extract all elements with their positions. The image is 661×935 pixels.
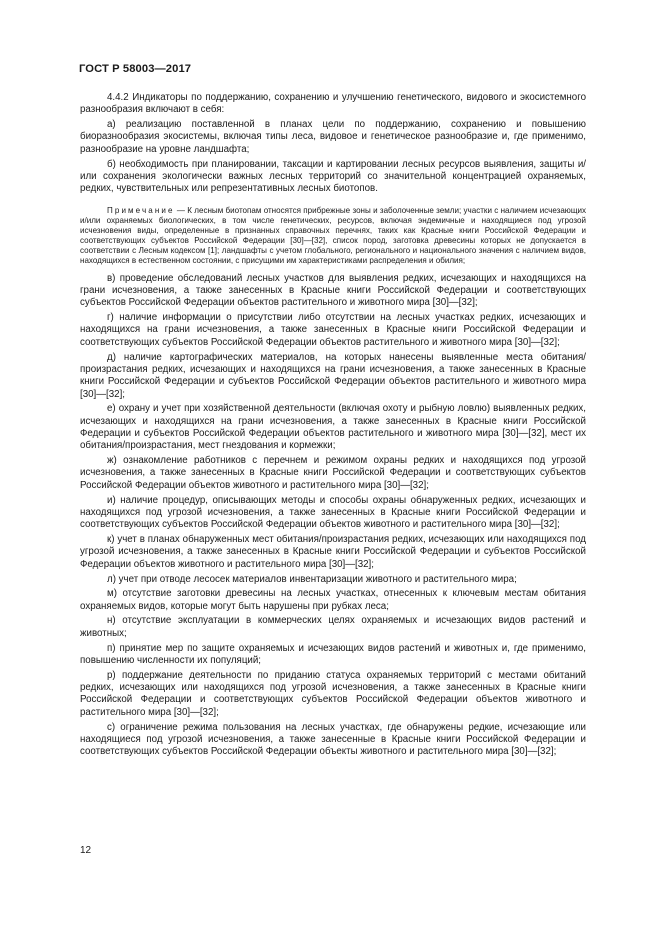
paragraph-4-4-2: 4.4.2 Индикаторы по поддержанию, сохранению и улучшению генетического, видового и экосистемного разнообразия включают в себя: (80, 92, 586, 116)
note-text: К лесным биотопам относятся прибрежные зоны и заболоченные земли; участки с наличием исчезающих и/или охраняемых биологических, в том числе генетических, ресурсов, включая эндемичные и находящиеся под угрозой исчезновения виды, определенные в признанных справочных перечнях, таких как Красные книги Российской Федерации и соответствующих субъектов Российской Федерации [30]—[32], список пород, заготовка древесины которых не допускается в соответствии с Лесным кодексом [1]; ландшафты с учетом глобального, регионального и национального значения с наличием видов, находящихся в естественном состоянии, с присущими им характеристиками распределения и обилия; (80, 205, 586, 266)
note-dash: — (174, 205, 188, 215)
paragraph-n: н) отсутствие эксплуатации в коммерческих целях охраняемых и исчезающих видов растений и животных; (80, 615, 586, 639)
paragraph-a: а) реализацию поставленной в планах цели по поддержанию, сохранению и повышению биоразнообразия экосистемы, включая типы леса, видовое и генетическое разнообразие и, где применимо, разнообразие на уровне ландшафта; (80, 119, 586, 155)
paragraph-m: м) отсутствие заготовки древесины на лесных участках, отнесенных к ключевым местам обитания охраняемых видов, которые могут быть нарушены при рубках леса; (80, 588, 586, 612)
paragraph-k: к) учет в планах обнаруженных мест обитания/произрастания редких, исчезающих или находящихся под угрозой исчезновения, а также занесенных в Красные книги Российской Федерации и субъектов Российской Федерации объектов животного и растительного мира [30]—[32]; (80, 534, 586, 570)
note-label: Примечание (107, 205, 175, 215)
paragraph-zh: ж) ознакомление работников с перечнем и режимом охраны редких и находящихся под угрозой исчезновения, а также занесенных в Красные книги Российской Федерации и соответствующих субъектов Российской Федерации объектов животного и растительного мира [30]—[32]; (80, 455, 586, 491)
note-block (80, 206, 586, 267)
paragraph-d: д) наличие картографических материалов, на которых нанесены выявленные места обитания/произрастания редких, исчезающих и находящихся на грани исчезновения, а также занесенных в Красные книги Российской Федерации и субъектов Российской Федерации объектов растительного и животного мира [30]—[32]; (80, 351, 586, 400)
paragraph-l: л) учет при отводе лесосек материалов инвентаризации животного и растительного мира; (107, 573, 517, 585)
paragraph-b: б) необходимость при планировании, таксации и картировании лесных ресурсов выявления, защиты и/или сохранения экологически важных лесных территорий со значительной концентрацией охраняемых, редких, чувствительных или репрезентативных лесных биотопов. (80, 158, 586, 195)
paragraph-p: п) принятие мер по защите охраняемых и исчезающих видов растений и животных и, где применимо, повышению численности их популяций; (80, 642, 586, 666)
document-header: ГОСТ Р 58003—2017 (79, 63, 192, 75)
document-body (80, 92, 586, 761)
paragraph-i: и) наличие процедур, описывающих методы и способы охраны обнаруженных редких, исчезающих и находящихся под угрозой исчезновения, а также занесенных в Красные книги Российской Федерации и соответствующих субъектов Российской Федерации объектов животного и растительного мира [30]—[32]; (80, 494, 586, 531)
paragraph-r: р) поддержание деятельности по приданию статуса охраняемых территорий с местами обитаний редких, исчезающих или находящихся под угрозой исчезновения, а также занесенных в Красные книги Российской Федерации и соответствующих субъектов Российской Федерации объектов животного и растительного мира [30]—[32]; (80, 669, 586, 718)
paragraph-g: г) наличие информации о присутствии либо отсутствии на лесных участках редких, исчезающих и находящихся на грани исчезновения, а также занесенных в Красные книги Российской Федерации и соответствующих субъектов Российской Федерации объектов растительного и животного мира [30]—[32]; (80, 312, 586, 348)
page-number: 12 (80, 845, 92, 856)
paragraph-s: с) ограничение режима пользования на лесных участках, где обнаружены редкие, исчезающие или находящиеся под угрозой исчезновения, а также занесенные в Красные книги Российской Федерации и соответствующих субъектов Российской Федерации объекты животного и растительного мира [30]—[32]; (80, 721, 586, 758)
paragraph-v: в) проведение обследований лесных участков для выявления редких, исчезающих и находящихся на грани исчезновения, а также занесенных в Красные книги Российской Федерации и соответствующих субъектов Российской Федерации объектов растительного и животного мира [30]—[32]; (80, 272, 586, 309)
paragraph-e: е) охрану и учет при хозяйственной деятельности (включая охоту и рыбную ловлю) выявленных редких, исчезающих и находящихся на грани исчезновения, а также занесенных в Красные книги Российской Федерации и субъектов Российской Федерации объектов растительного и животного мира [30]—[32], мест их обитания/произрастания, мест гнездования и кормежки; (80, 403, 586, 452)
